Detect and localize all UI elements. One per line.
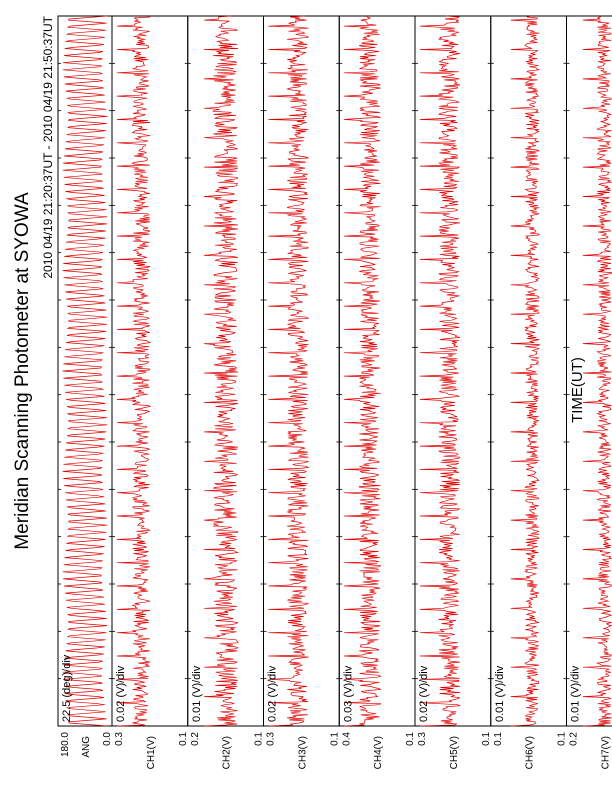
panel-ang: [58, 16, 113, 758]
panel-ch6-v: [491, 16, 568, 769]
y-tick-label: 0.3: [114, 732, 125, 746]
y-tick-label: 0.3: [265, 732, 277, 746]
panel-scale-label: 0.02 (V)/div: [266, 665, 279, 722]
panel-scale-label: 0.02 (V)/div: [418, 665, 430, 722]
x-axis-label: TIME(UT): [569, 357, 586, 423]
y-tick-label: 0.3: [417, 732, 428, 746]
y-tick-label: 0.1: [253, 732, 265, 746]
panel-channel-label: CH7(V): [600, 736, 612, 770]
y-tick-label: 0.2: [189, 732, 201, 746]
panel-scale-label: 0.03 (V)/div: [342, 665, 355, 722]
panel-ch4-v: [339, 16, 416, 769]
panel-ch3-v: [264, 16, 341, 769]
series-line: [268, 16, 308, 726]
panel-channel-label: CH6(V): [524, 736, 536, 770]
chart-subtitle: 2010 04/19 21:20:37UT - 2010 04/19 21:50:37UT: [41, 16, 55, 279]
y-tick-label: 0.1: [329, 732, 341, 746]
y-tick-label: 0.2: [568, 732, 580, 746]
panel-scale-label: 22.5 (deg)/div: [61, 654, 73, 722]
panel-channel-label: ANG: [81, 736, 92, 758]
y-tick-label: 0.0: [102, 732, 113, 746]
series-line: [204, 16, 238, 726]
y-tick-label: 180.0: [60, 732, 71, 758]
chart-title: Meridian Scanning Photometer at SYOWA: [12, 192, 33, 550]
panel-scale-label: 0.02 (V)/div: [115, 665, 127, 722]
panel-scale-label: 0.01 (V)/div: [493, 665, 506, 722]
panel-ch2-v: [188, 16, 265, 769]
series-line: [583, 16, 612, 726]
panel-channel-label: CH2(V): [221, 736, 233, 770]
panel-channel-label: CH3(V): [297, 736, 309, 770]
panel-channel-label: CH5(V): [448, 736, 460, 770]
panels-group: [58, 16, 612, 769]
series-line: [420, 16, 460, 726]
panel-ch1-v: [112, 16, 189, 769]
series-line: [63, 16, 108, 726]
y-tick-label: 0.1: [492, 732, 504, 746]
y-tick-label: 0.1: [480, 732, 492, 746]
y-tick-label: 0.1: [556, 732, 568, 746]
panel-channel-label: CH1(V): [145, 736, 157, 770]
panel-scale-label: 0.01 (V)/div: [190, 665, 203, 722]
series-line: [511, 16, 540, 726]
panel-ch5-v: [415, 16, 492, 769]
series-line: [117, 16, 150, 726]
y-tick-label: 0.4: [341, 732, 353, 746]
y-tick-label: 0.1: [177, 732, 189, 746]
panel-channel-label: CH4(V): [373, 736, 385, 770]
y-tick-label: 0.1: [405, 732, 416, 746]
panel-scale-label: 0.01 (V)/div: [569, 665, 582, 722]
series-line: [344, 16, 381, 726]
